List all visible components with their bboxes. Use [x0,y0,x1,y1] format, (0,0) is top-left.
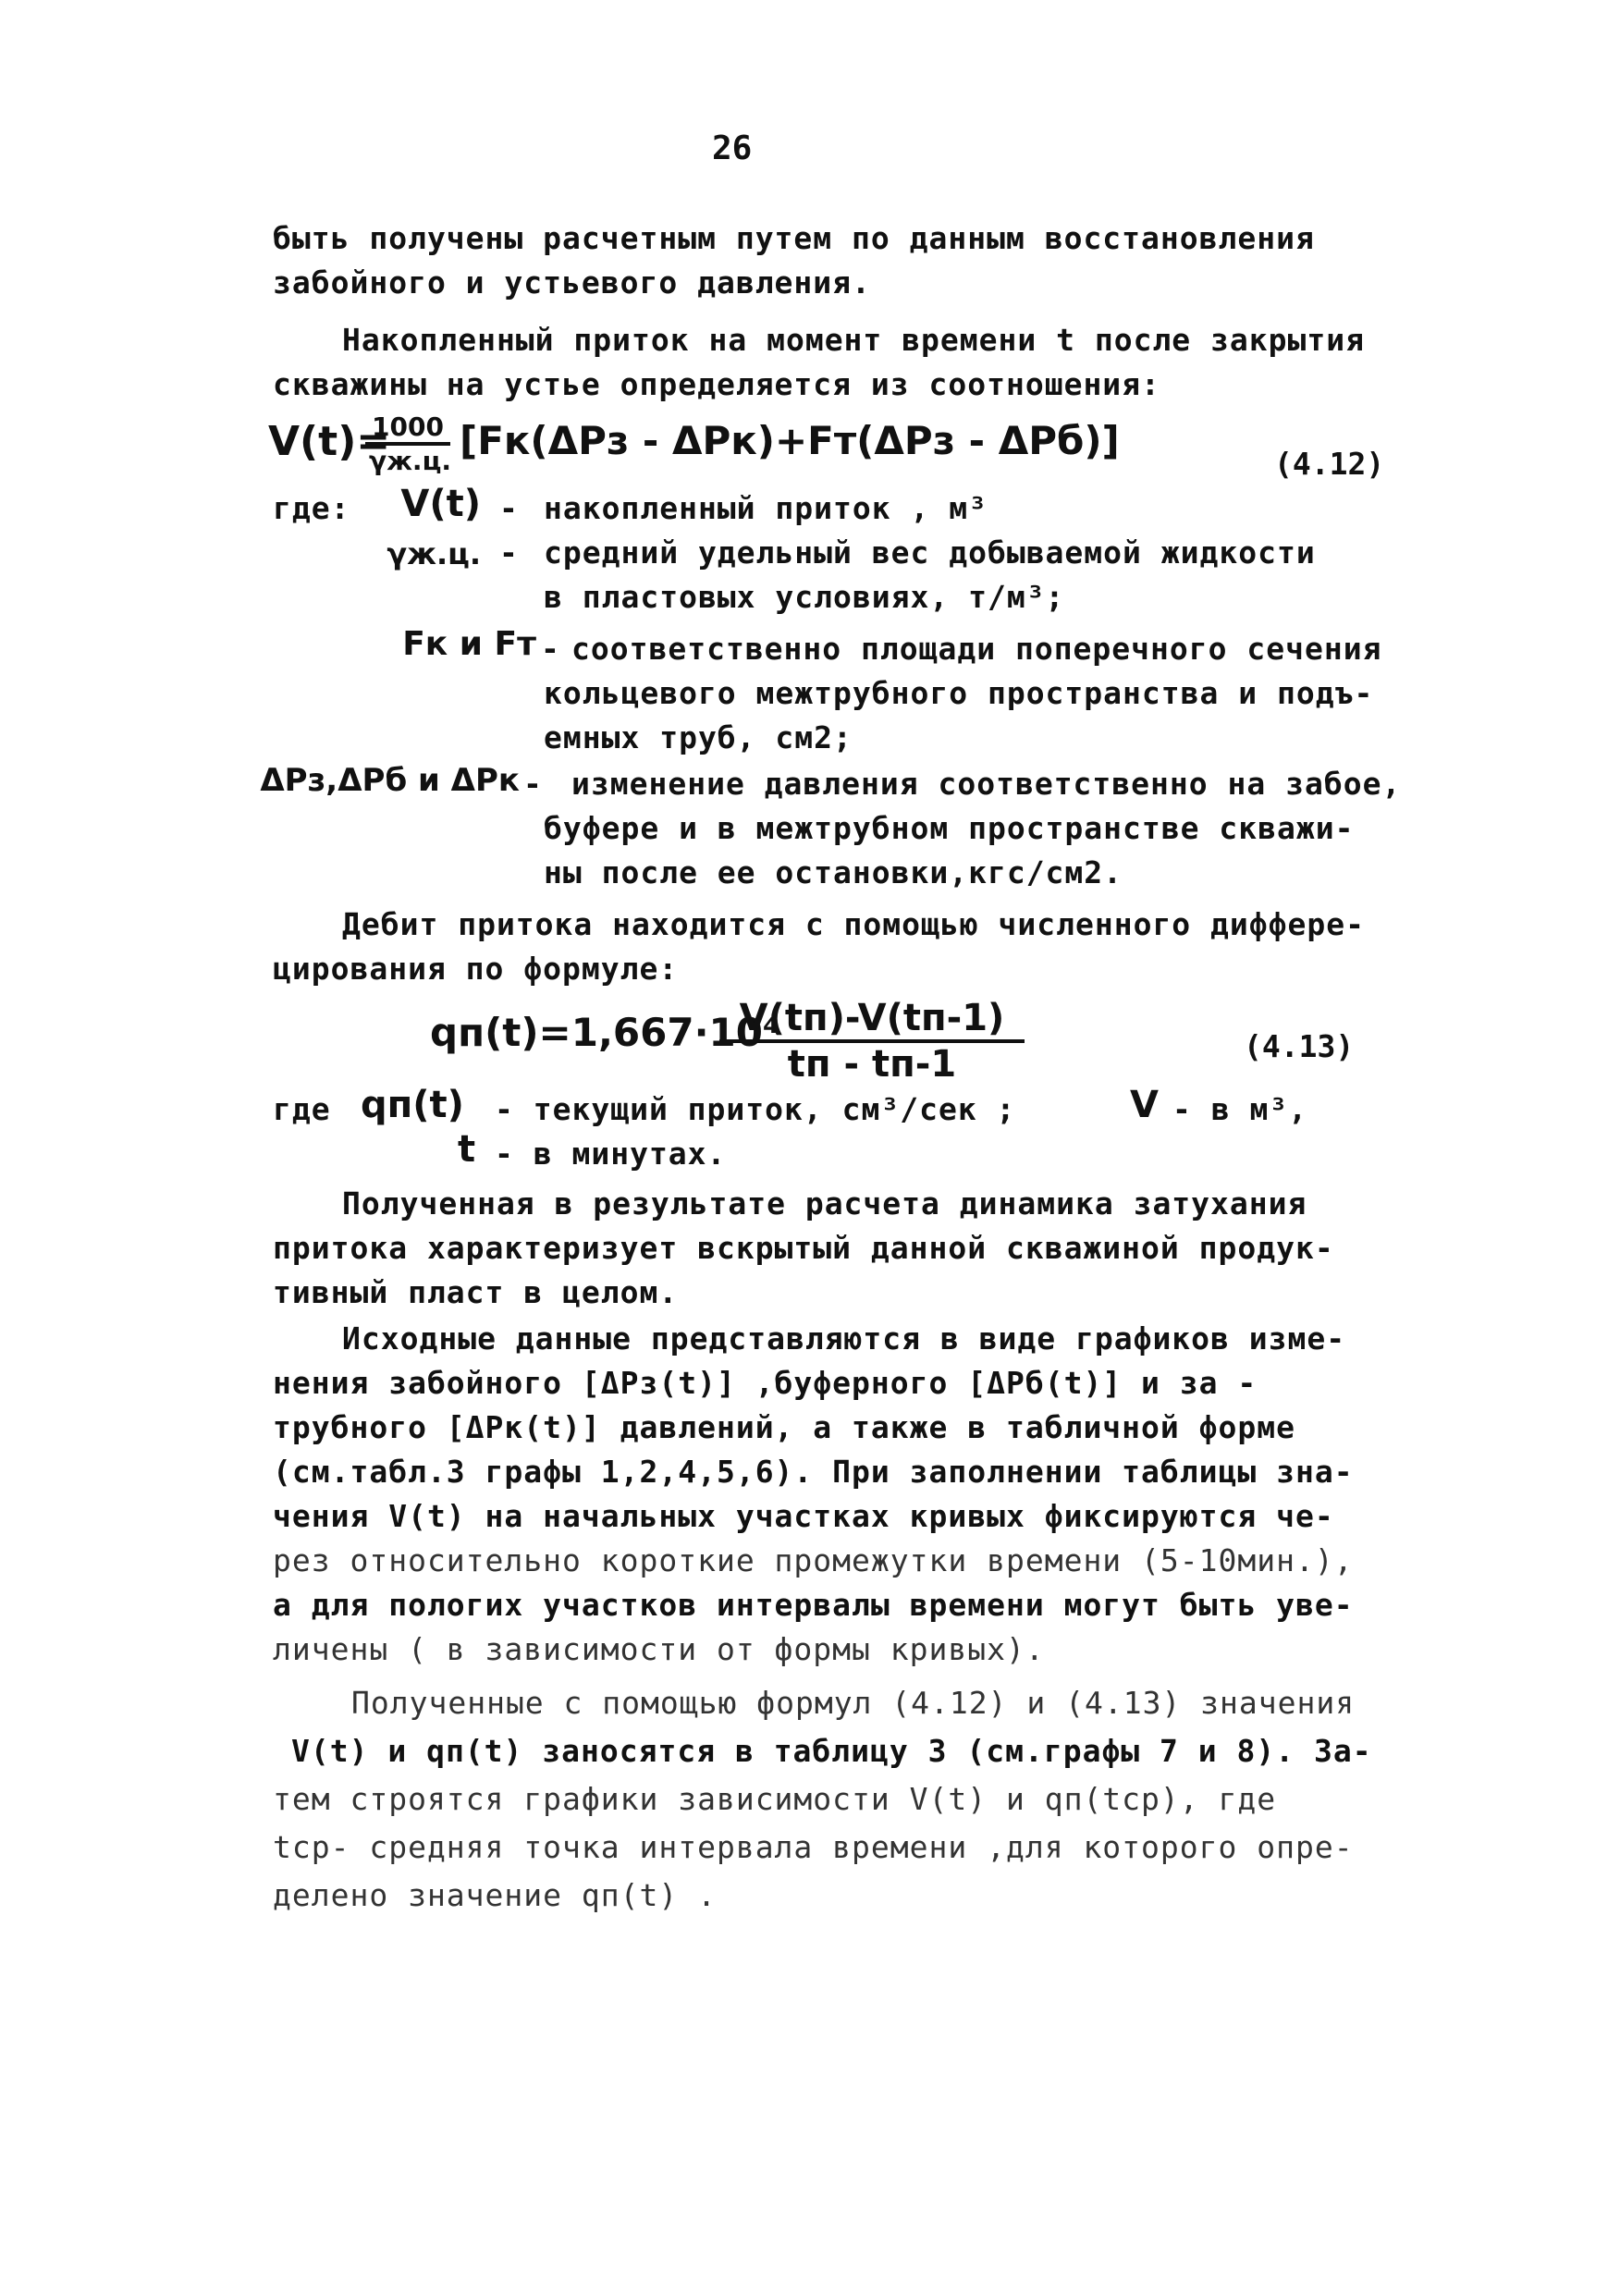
definition-dash: - [541,631,559,667]
definition-text: в пластовых условиях, т/м³; [544,579,1065,615]
definition-dash: - [499,490,518,526]
definition-text: накопленный приток , м³ [544,490,988,526]
symbol-label: V(t) [400,483,481,525]
text-line: личены ( в зависимости от формы кривых). [273,1631,1045,1667]
where-label: где [273,1091,331,1127]
text-line: Накопленный приток на момент времени t после закрытия [342,322,1365,358]
text-line: быть получены расчетным путем по данным восстановления [273,220,1315,256]
text-line: а для пологих участков интервалы времени могут быть уве- [273,1587,1354,1623]
equation-lhs: V(t)= [268,418,391,465]
text-line: tср- средняя точка интервала времени ,для которого опре- [273,1829,1354,1865]
fraction-denominator: γж.ц. [369,446,451,476]
fraction-numerator: V(tп)-V(tп-1) [719,997,1025,1043]
symbol-label: qп(t) [361,1084,464,1126]
definition-text: ны после ее остановки,кгс/см2. [544,854,1123,890]
equation-fraction [365,411,450,476]
text-line: Исходные данные представляются в виде графиков изме- [342,1320,1346,1357]
where-label: где: [273,490,350,526]
definition-text: - текущий приток, см³/сек ; [495,1091,1016,1127]
text-line: забойного и устьевого давления. [273,264,871,301]
text-line: Полученные с помощью формул (4.12) и (4.13) значения [351,1685,1356,1721]
symbol-label: γж.ц. [387,536,481,571]
page-number: 26 [712,129,753,167]
definition-dash: - [499,534,518,571]
symbol-label: ΔPз,ΔPб и ΔPк [260,762,520,799]
equation-number: (4.13) [1244,1028,1355,1064]
definition-text [544,631,1381,667]
definition-text: кольцевого межтрубного пространства и подъ- [544,675,1374,711]
text-line: Полученная в результате расчета динамика затухания [342,1185,1307,1222]
text-line: делено значение qп(t) . [273,1877,717,1913]
text-line: нения забойного [ΔPз(t)] ,буферного [ΔPб(t)] и за - [273,1365,1258,1401]
symbol-label: Fк и Fт [402,625,536,663]
symbol-label: t [458,1128,476,1171]
text-line: рез относительно короткие промежутки времени (5-10мин.), [273,1542,1354,1578]
symbol-label: V [1130,1084,1159,1126]
text-line: скважины на устье определяется из соотношения: [273,366,1160,402]
definition-text: средний удельный вес добываемой жидкости [544,534,1316,571]
definition-text: изменение давления соответственно на забое, [571,766,1402,802]
text-line: тем строятся графики зависимости V(t) и qп(tср), где [273,1781,1277,1817]
fraction-denominator: tп - tп-1 [787,1043,957,1086]
definition-text: буфере и в межтрубном пространстве скважи- [544,810,1355,846]
equation-lhs: qп(t)=1,667·10⁴ [430,1010,780,1055]
equation-fraction [719,997,1025,1086]
definition-text: - в м³, [1172,1091,1308,1127]
text-line: Дебит притока находится с помощью численного диффере- [342,906,1365,942]
definition-text: - в минутах. [495,1136,727,1172]
text-line: (см.табл.3 графы 1,2,4,5,6). При заполнении таблицы зна- [273,1454,1354,1490]
text-line: цирования по формуле: [273,951,679,987]
definition-text-content: соответственно площади поперечного сечения [571,631,1382,667]
equation-number: (4.12) [1274,446,1385,482]
text-line: трубного [ΔPк(t)] давлений, а также в табличной форме [273,1409,1295,1445]
definition-dash: - [523,766,542,802]
text-line: притока характеризует вскрытый данной скважиной продук- [273,1230,1334,1266]
text-line: V(t) и qп(t) заносятся в таблицу 3 (см.графы 7 и 8). За- [291,1733,1372,1769]
equation-rhs: [Fк(ΔPз - ΔPк)+Fт(ΔPз - ΔPб)] [460,418,1120,463]
definition-text: емных труб, см2; [544,719,853,755]
text-line: чения V(t) на начальных участках кривых фиксируются че- [273,1498,1334,1534]
fraction-numerator: 1000 [365,411,450,446]
text-line: тивный пласт в целом. [273,1274,679,1310]
